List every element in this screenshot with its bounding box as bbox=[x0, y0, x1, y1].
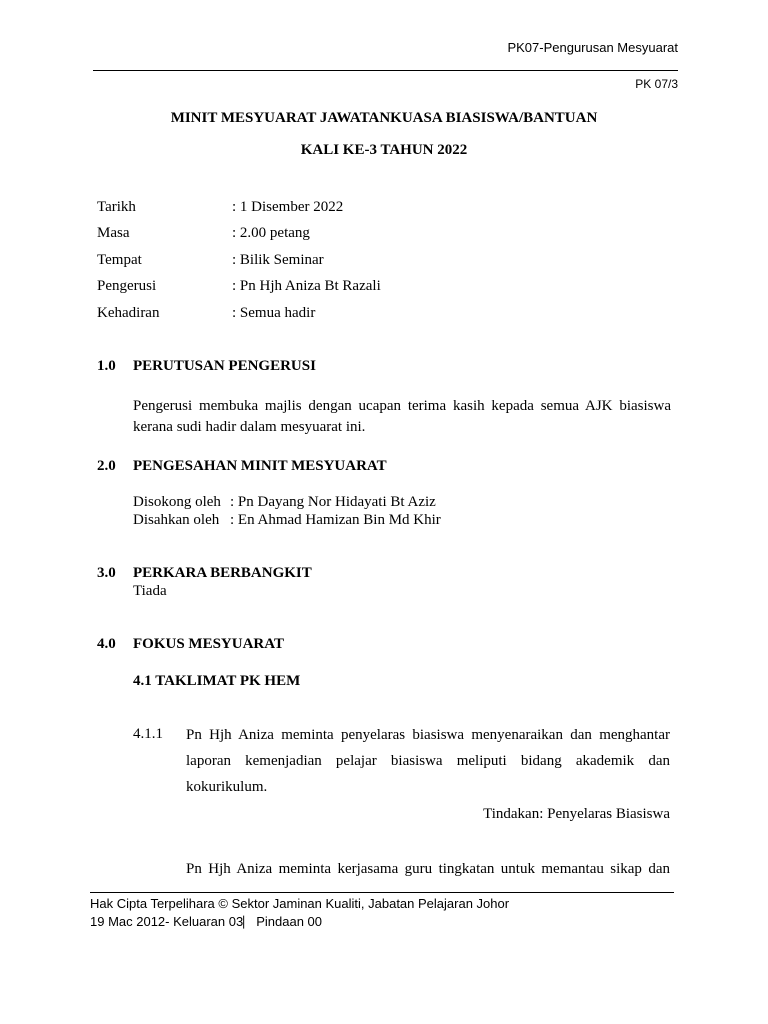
info-value-date: : 1 Disember 2022 bbox=[232, 199, 344, 215]
subsection-4-1-title: 4.1 TAKLIMAT PK HEM bbox=[133, 673, 301, 689]
item-4-1-1-number: 4.1.1 bbox=[133, 726, 163, 742]
section-4-title: FOKUS MESYUARAT bbox=[133, 636, 284, 652]
header-doc-title: PK07-Pengurusan Mesyuarat bbox=[507, 40, 678, 55]
info-label-attendance: Kehadiran bbox=[97, 305, 160, 321]
footer-copyright: Hak Cipta Terpelihara © Sektor Jaminan Kualiti, Jabatan Pelajaran Johor bbox=[90, 896, 510, 911]
confirmed-by-value: : En Ahmad Hamizan Bin Md Khir bbox=[230, 512, 441, 528]
minutes-title: MINIT MESYUARAT JAWATANKUASA BIASISWA/BANTUAN bbox=[170, 110, 598, 126]
section-1-body: Pengerusi membuka majlis dengan ucapan terima kasih kepada semua AJK biasiswa kerana sudi hadir dalam mesyuarat ini. bbox=[133, 398, 671, 435]
section-3-number: 3.0 bbox=[97, 565, 116, 581]
section-1-title: PERUTUSAN PENGERUSI bbox=[133, 358, 316, 374]
item-continuation-text: Pn Hjh Aniza meminta kerjasama guru tingkatan untuk memantau sikap dan bbox=[186, 861, 670, 877]
header-doc-code: PK 07/3 bbox=[635, 77, 678, 91]
info-label-chair: Pengerusi bbox=[97, 278, 157, 294]
item-4-1-1-action: Tindakan: Penyelaras Biasiswa bbox=[483, 806, 670, 822]
header-divider bbox=[93, 70, 678, 71]
section-2-number: 2.0 bbox=[97, 458, 116, 474]
minutes-subtitle: KALI KE-3 TAHUN 2022 bbox=[300, 142, 468, 158]
section-4-number: 4.0 bbox=[97, 636, 116, 652]
section-3-title: PERKARA BERBANGKIT bbox=[133, 565, 312, 581]
info-value-venue: : Bilik Seminar bbox=[232, 252, 324, 268]
confirmed-by-label: Disahkan oleh bbox=[133, 512, 220, 528]
section-1-number: 1.0 bbox=[97, 358, 116, 374]
info-value-chair: : Pn Hjh Aniza Bt Razali bbox=[232, 278, 381, 294]
footer-divider bbox=[90, 892, 674, 893]
item-4-1-1-text: Pn Hjh Aniza meminta penyelaras biasiswa menyenaraikan dan menghantar laporan kemenjadian pelajar biasiswa meliputi bidang akademik dan kokurikulum. bbox=[186, 727, 670, 795]
seconded-by-label: Disokong oleh bbox=[133, 494, 221, 510]
info-label-time: Masa bbox=[97, 225, 130, 241]
footer-release-info: 19 Mac 2012- Keluaran 03⎸Pindaan 00 bbox=[90, 914, 322, 929]
info-value-time: : 2.00 petang bbox=[232, 225, 310, 241]
info-value-attendance: : Semua hadir bbox=[232, 305, 316, 321]
section-3-body: Tiada bbox=[133, 583, 167, 599]
section-2-title: PENGESAHAN MINIT MESYUARAT bbox=[133, 458, 387, 474]
info-label-venue: Tempat bbox=[97, 252, 142, 268]
seconded-by-value: : Pn Dayang Nor Hidayati Bt Aziz bbox=[230, 494, 436, 510]
info-label-date: Tarikh bbox=[97, 199, 136, 215]
